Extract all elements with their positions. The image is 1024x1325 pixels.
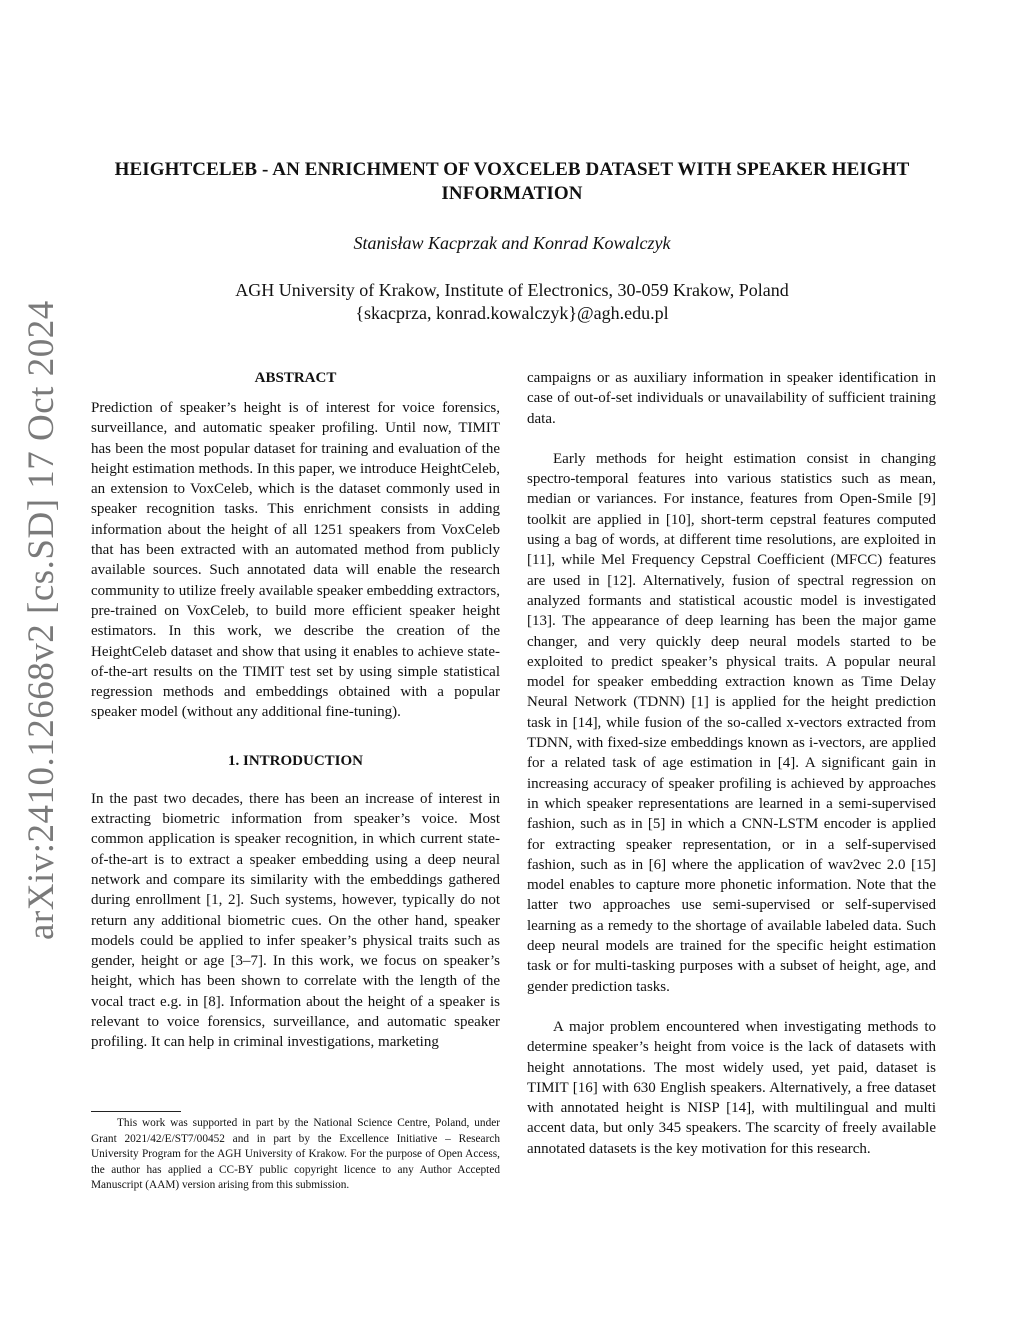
intro-paragraph-1: In the past two decades, there has been an increase of interest in extracting biometric information from speaker’s voice. Most common application is speaker recognition, in which current state-of-the-art is to extract a speaker embedding using a deep neural network and compare its similarity with the embeddings gathered during enrollment [1, 2]. Such systems, however, typically do not return any additional biometric cues. On the other hand, speaker models could be applied to infer speaker’s physical traits such as gender, height or age [3–7]. In this work, we focus on speaker’s height, which has been shown to correlate with the length of the vocal tract e.g. in [8]. Information about the height of a speaker is relevant to voice forensics, surveillance, and automatic speaker profiling. It can help in criminal investigations, marketing <box>91 790 500 1051</box>
funding-footnote: This work was supported in part by the National Science Centre, Poland, under Grant 2021/42/E/ST7/00452 and in part by the Excellence Initiative – Research University Program for the AGH University of Krakow. For the purpose of Open Access, the author has applied a CC-BY public copyright licence to any Author Accepted Manuscript (AAM) version arising from this submission. <box>91 1117 500 1192</box>
intro-paragraph-1-continued: campaigns or as auxiliary information in speaker identification in case of out-of-set individuals or unavailability of sufficient training data. <box>527 370 936 427</box>
abstract-text: Prediction of speaker’s height is of interest for voice forensics, surveillance, and automatic speaker profiling. Until now, TIMIT has been the most popular dataset for training and evaluation of the height estimation methods. In this paper, we introduce HeightCeleb, an extension to VoxCeleb, which is the dataset commonly used in speaker recognition tasks. This enrichment consists in adding information about the height of all 1251 speakers from VoxCeleb that has been extracted with an automated method from publicly available sources. Such annotated data will enable the research community to utilize freely available speaker embedding extractors, pre-trained on VoxCeleb, to build more efficient speaker height estimators. In this work, we describe the creation of the HeightCeleb dataset and show that using it enables to achieve state-of-the-art results on the TIMIT test set by using simple statistical regression methods and embeddings obtained with a popular speaker model (without any additional fine-tuning). <box>91 400 500 721</box>
right-column <box>527 368 936 1159</box>
intro-paragraph-2: Early methods for height estimation consist in changing spectro-temporal features into various statistics such as mean, median or variances. For instance, features from Open-Smile [9] toolkit are applied in [10], short-term cepstral features computed using a bag of words, at different time resolutions, are exploited in [11], while Mel Frequency Cepstral Coefficient (MFCC) features are used in [12]. Alternatively, fusion of spectral regression on analyzed formants and statistical acoustic model is investigated [13]. The appearance of deep learning has been the major game changer, and very quickly deep neural models started to be exploited to predict speaker’s physical traits. A popular neural model for speaker embedding extraction known as Time Delay Neural Network (TDNN) [1] is applied for the height prediction task in [14], while fusion of the so-called x-vectors extracted from TDNN, with fixed-size embeddings known as i-vectors, are applied for a related task of age estimation in [4]. A significant gain in increasing accuracy of speaker profiling is achieved by approaches in which speaker representations are learned in a semi-supervised fashion, such as in [5] in which a CNN-LSTM encoder is applied for extracting speaker representation, or in a self-supervised fashion, such as in [6] where the application of wav2vec 2.0 [15] model enables to capture more phonetic information. Note that the latter two approaches use semi-supervised or self-supervised learning as a remedy to the shortage of available labeled data. Such deep neural models are trained for the specific height estimation task or for multi-tasking purposes with a subset of height, age, and gender prediction tasks. <box>527 450 936 995</box>
footnote-divider <box>91 1111 181 1112</box>
author-emails: {skacprza, konrad.kowalczyk}@agh.edu.pl <box>355 303 669 323</box>
left-column <box>91 368 500 1053</box>
affiliation-block <box>0 279 1024 325</box>
paper-title: HEIGHTCELEB - AN ENRICHMENT OF VOXCELEB DATASET WITH SPEAKER HEIGHT INFORMATION <box>114 159 910 204</box>
abstract-heading: ABSTRACT <box>254 370 337 386</box>
author-list: Stanisław Kacprzak and Konrad Kowalczyk <box>353 233 671 253</box>
introduction-heading: 1. INTRODUCTION <box>227 752 363 769</box>
affiliation: AGH University of Krakow, Institute of Electronics, 30-059 Krakow, Poland <box>235 280 789 300</box>
arxiv-identifier: arXiv:2410.12668v2 [cs.SD] 17 Oct 2024 <box>21 300 62 940</box>
intro-paragraph-3: A major problem encountered when investigating methods to determine speaker’s height from voice is the lack of datasets with height annotations. The most widely used, yet paid, dataset is TIMIT [16] with 630 English speakers. Alternatively, a free dataset with annotated height is NISP [14], with multilingual and multi accent data, but only 345 speakers. The scarcity of freely available annotated datasets is the key motivation for this research. <box>527 1018 936 1157</box>
